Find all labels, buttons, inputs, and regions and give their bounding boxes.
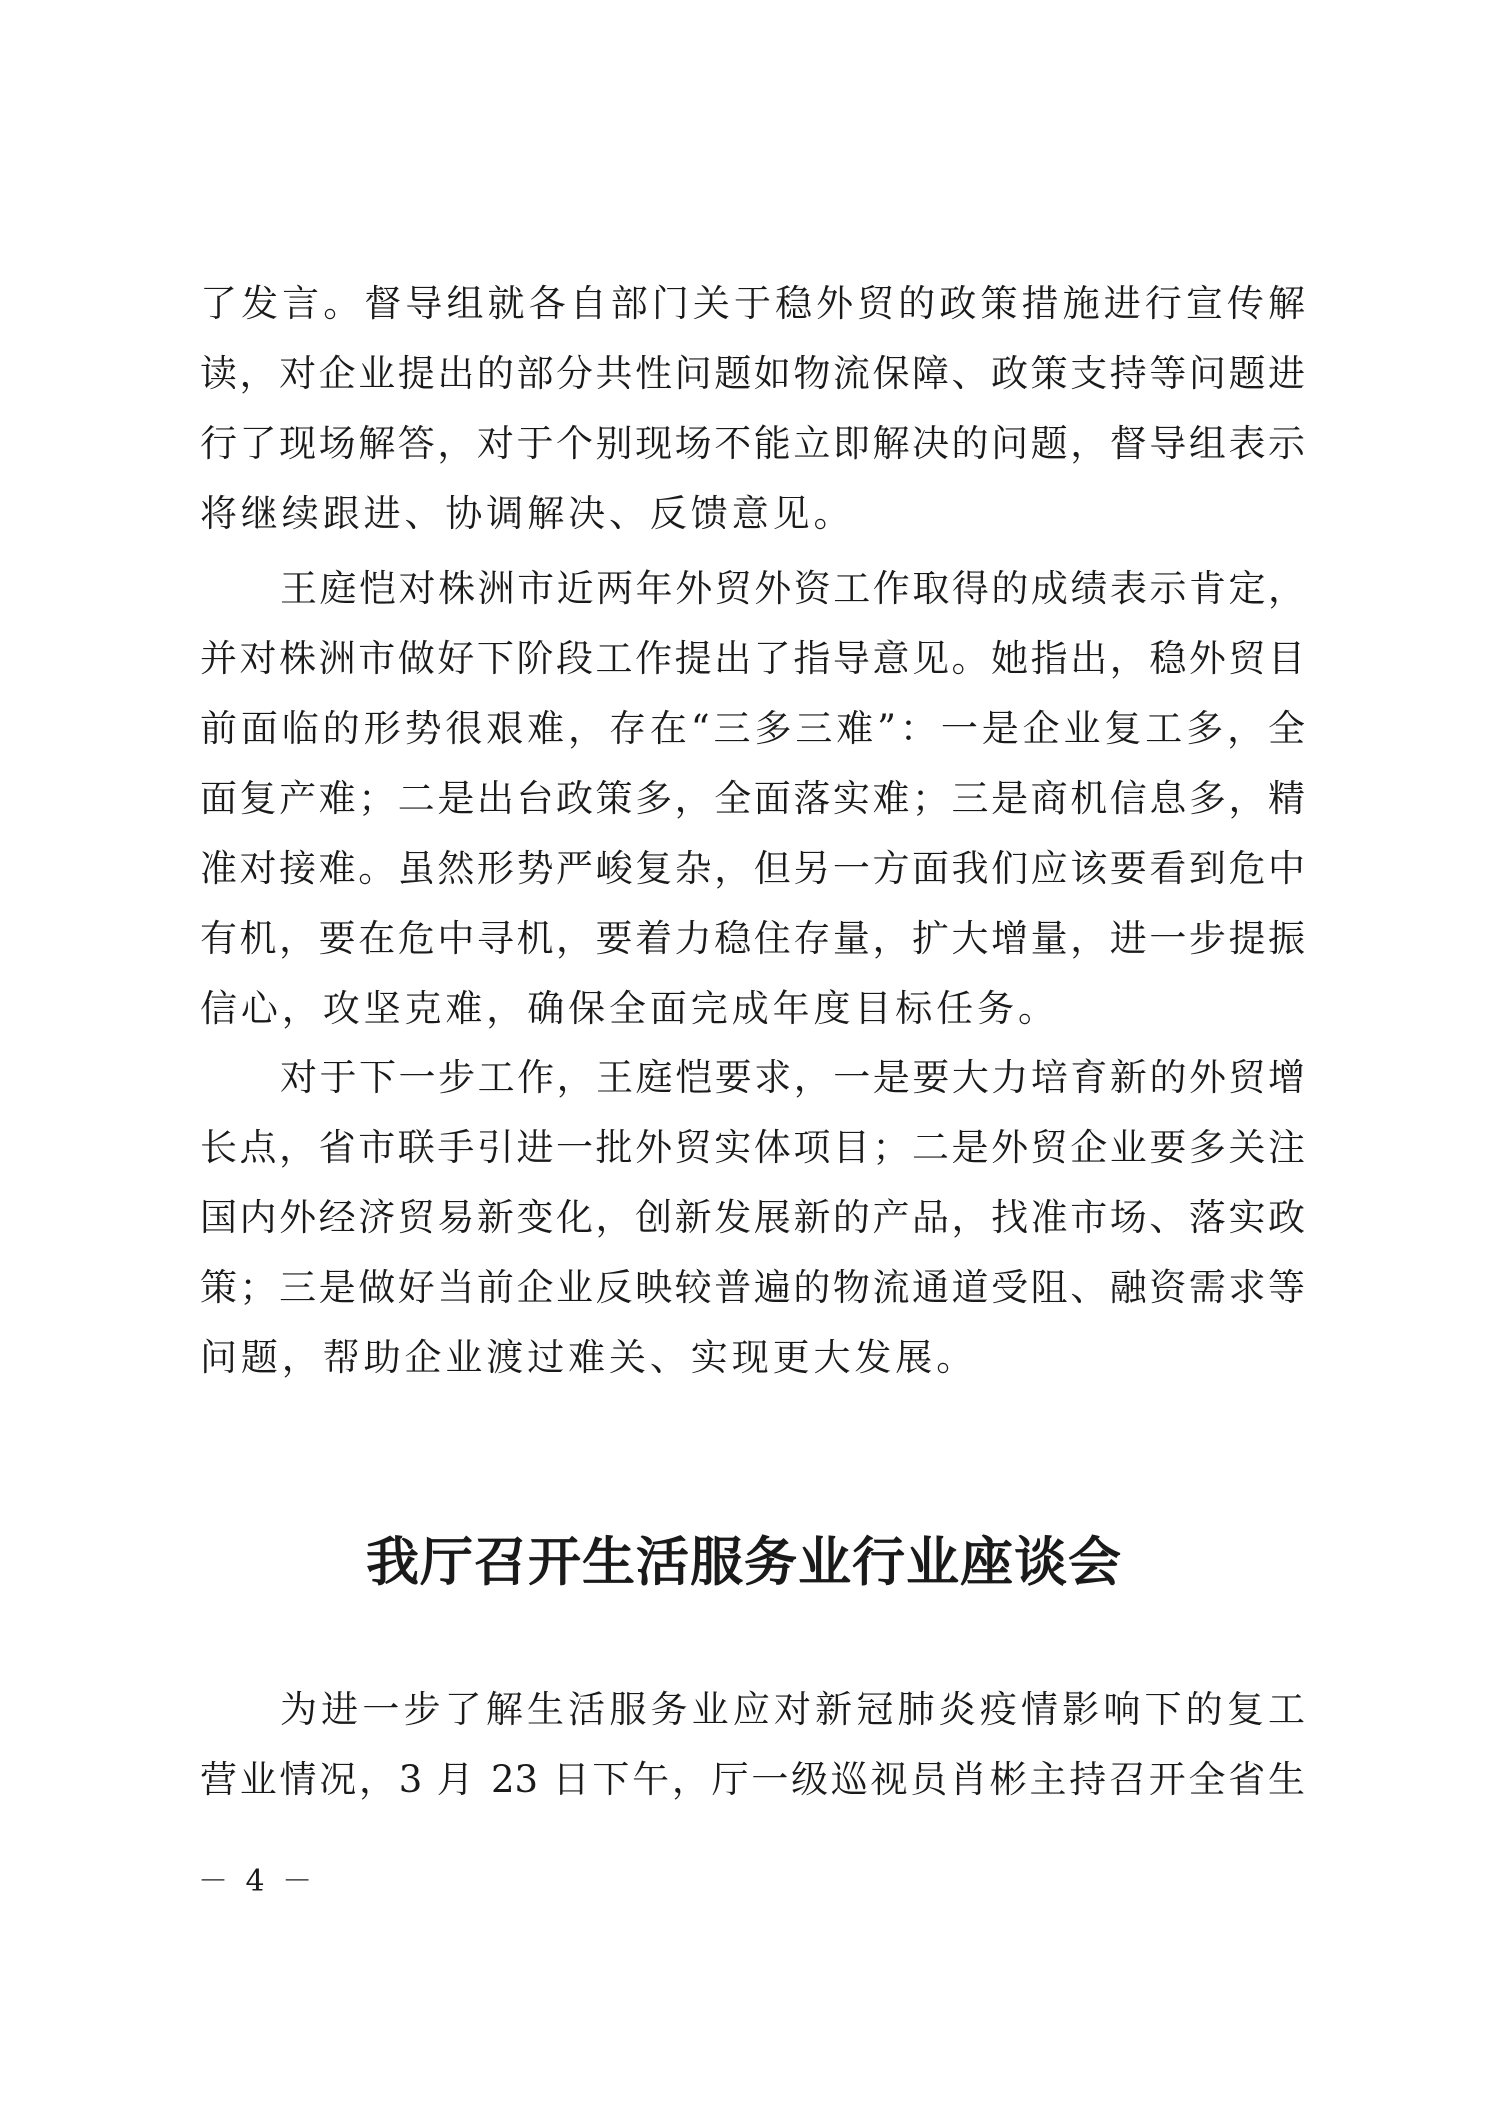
paragraph-line: 信心，攻坚克难，确保全面完成年度目标任务。: [200, 987, 1059, 1030]
article-2-paragraph: [200, 1675, 1305, 1815]
paragraph-line: 有机，要在危中寻机，要着力稳住存量，扩大增量，进一步提振: [200, 917, 1305, 960]
paragraph-line: 策；三是做好当前企业反映较普遍的物流通道受阻、融资需求等: [200, 1266, 1305, 1309]
paragraph-line: 王庭恺对株洲市近两年外贸外资工作取得的成绩表示肯定，: [280, 567, 1305, 610]
paragraph-2: [200, 554, 1305, 1044]
paragraph-line: 行了现场解答，对于个别现场不能立即解决的问题，督导组表示: [200, 422, 1305, 465]
paragraph-line: 前面临的形势很艰难，存在“三多三难”：一是企业复工多，全: [200, 707, 1305, 750]
article-heading: 我厅召开生活服务业行业座谈会: [366, 1531, 1122, 1593]
paragraph-line: 对于下一步工作，王庭恺要求，一是要大力培育新的外贸增: [280, 1056, 1305, 1099]
paragraph-line: 国内外经济贸易新变化，创新发展新的产品，找准市场、落实政: [200, 1196, 1305, 1239]
paragraph-line: 了发言。督导组就各自部门关于稳外贸的政策措施进行宣传解: [200, 282, 1305, 325]
paragraph-1: [200, 269, 1305, 549]
paragraph-line: 面复产难；二是出台政策多，全面落实难；三是商机信息多，精: [200, 777, 1305, 820]
paragraph-line: 读，对企业提出的部分共性问题如物流保障、政策支持等问题进: [200, 352, 1305, 395]
paragraph-3: [200, 1043, 1305, 1393]
paragraph-line: 并对株洲市做好下阶段工作提出了指导意见。她指出，稳外贸目: [200, 637, 1305, 680]
paragraph-line: 长点，省市联手引进一批外贸实体项目；二是外贸企业要多关注: [200, 1126, 1305, 1169]
page-number: － 4 －: [198, 1864, 317, 1899]
paragraph-line: 营业情况，3 月 23 日下午，厅一级巡视员肖彬主持召开全省生: [200, 1758, 1305, 1801]
paragraph-line: 为进一步了解生活服务业应对新冠肺炎疫情影响下的复工: [280, 1688, 1305, 1731]
paragraph-line: 准对接难。虽然形势严峻复杂，但另一方面我们应该要看到危中: [200, 847, 1305, 890]
paragraph-line: 将继续跟进、协调解决、反馈意见。: [200, 492, 855, 535]
paragraph-line: 问题，帮助企业渡过难关、实现更大发展。: [200, 1336, 978, 1379]
